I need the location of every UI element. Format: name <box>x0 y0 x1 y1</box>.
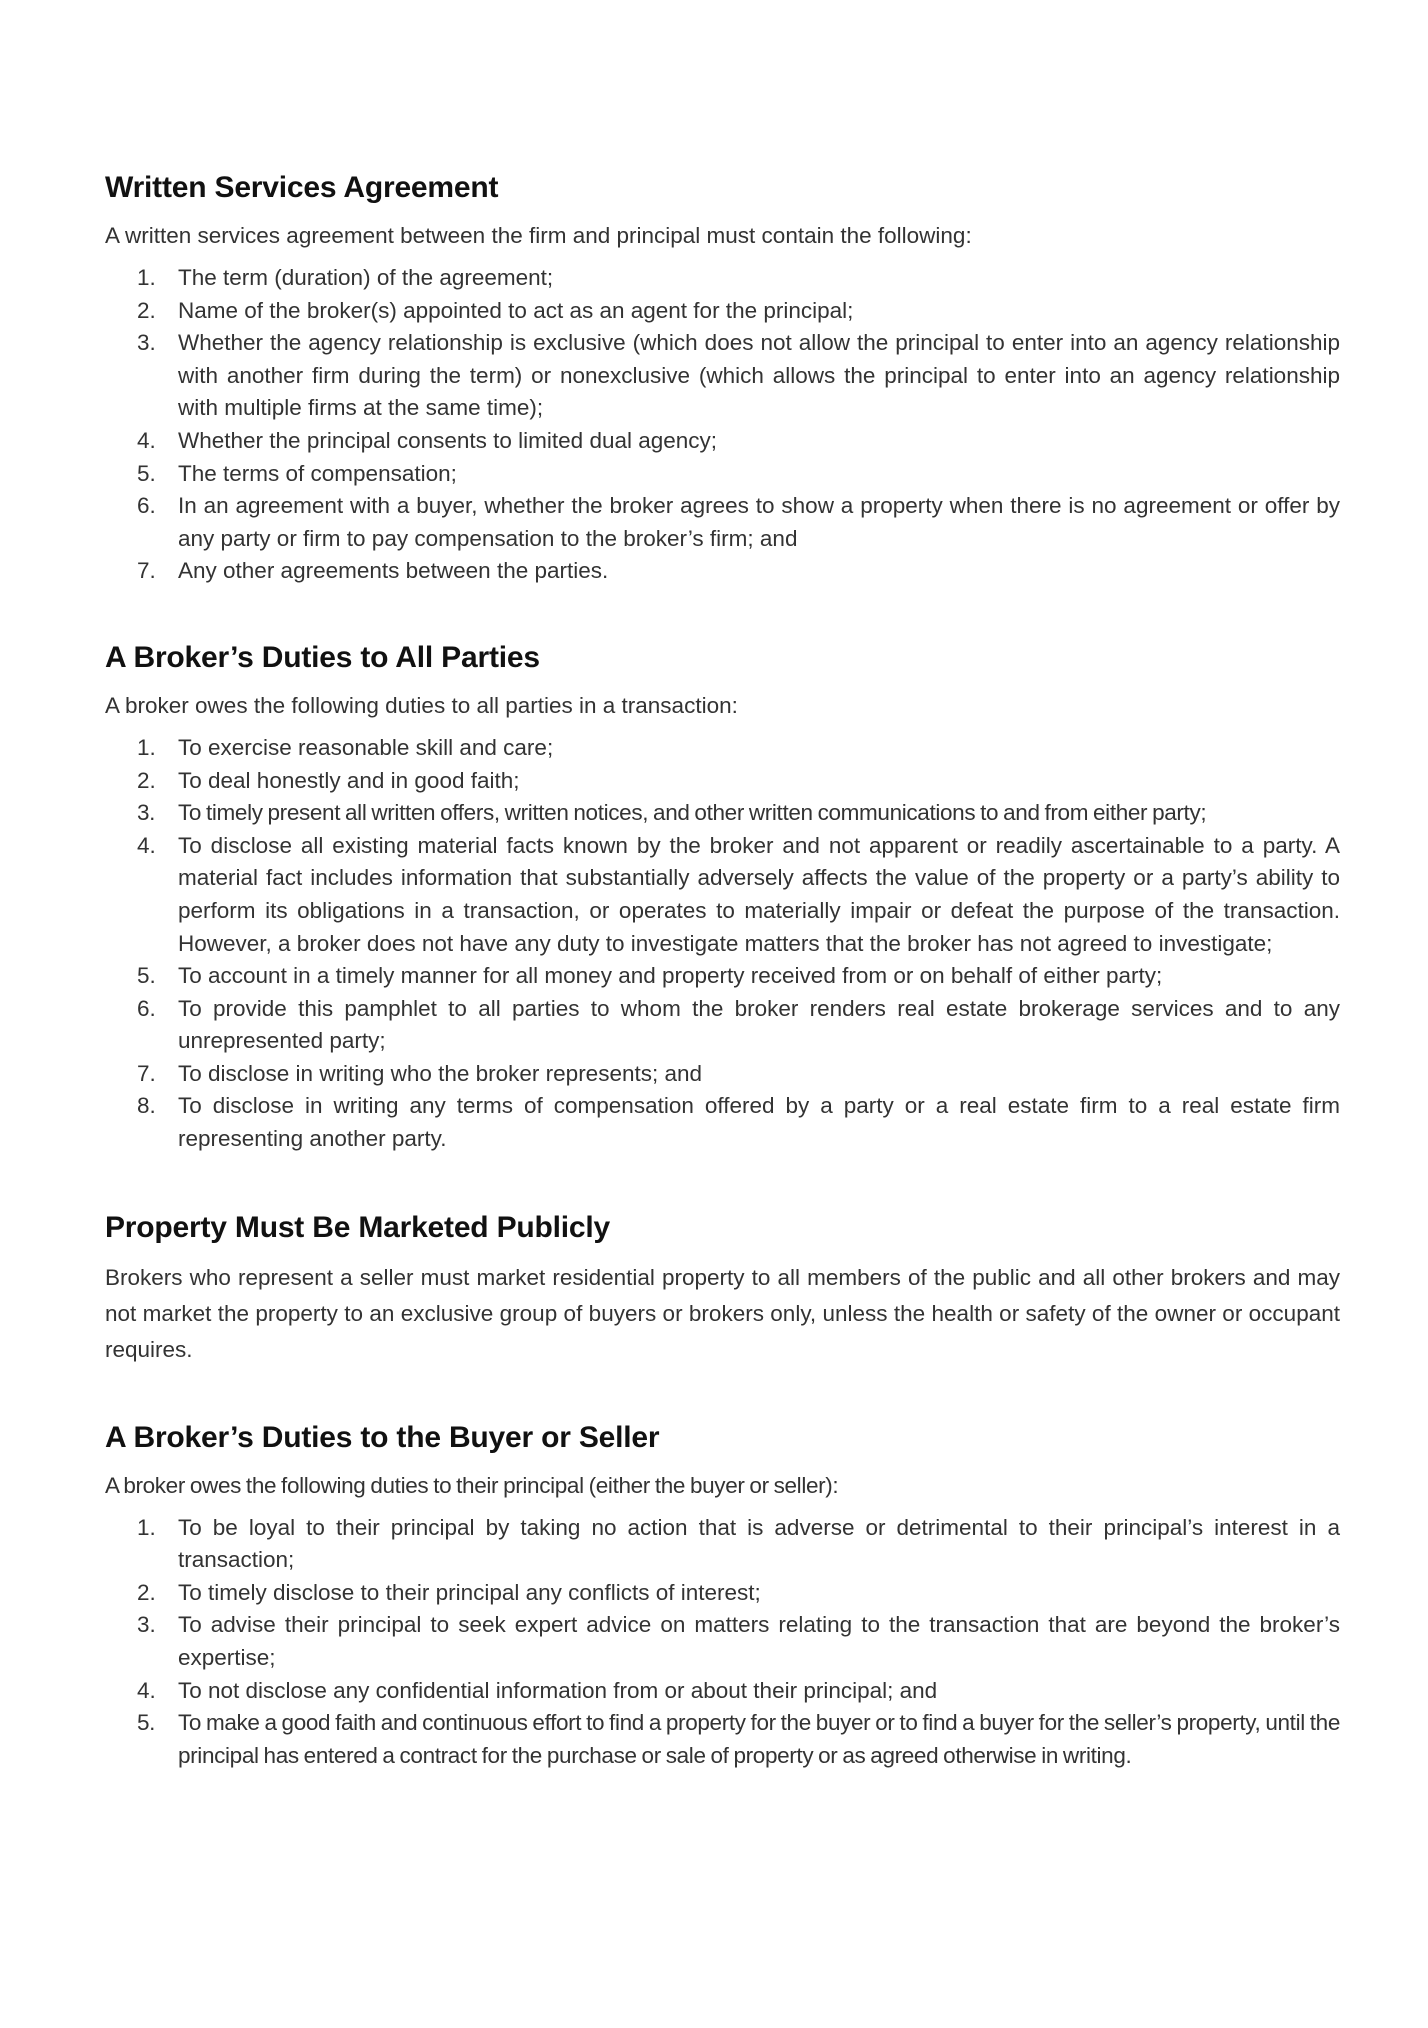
list-item <box>105 490 1340 555</box>
list-item <box>105 1577 1340 1610</box>
list-number: 6. <box>137 493 156 519</box>
list-number: 8. <box>137 1093 156 1119</box>
duties-to-all-parties-list <box>105 732 1340 1156</box>
list-item-text: The terms of compensation; <box>178 460 457 486</box>
section-heading: A Broker’s Duties to All Parties <box>105 640 540 674</box>
list-item-text: To make a good faith and continuous effort to find a property for the buyer or to find a buyer for the seller’s property, until the principal has entered a contract for the purchase or sale of property or as agreed otherwise in writing. <box>178 1710 1340 1768</box>
section-duties-to-buyer-or-seller <box>105 1420 1340 1773</box>
list-number: 3. <box>137 1612 156 1638</box>
section-written-services-agreement <box>105 170 1340 588</box>
list-item-text: Name of the broker(s) appointed to act as an agent for the principal; <box>178 297 854 323</box>
list-number: 5. <box>137 1710 156 1736</box>
section-intro: A broker owes the following duties to their principal (either the buyer or seller): <box>105 1472 839 1498</box>
list-item <box>105 765 1340 798</box>
list-number: 4. <box>137 1677 156 1703</box>
section-intro: A broker owes the following duties to all parties in a transaction: <box>105 692 738 718</box>
duties-to-principal-list <box>105 1512 1340 1773</box>
list-item <box>105 1675 1340 1708</box>
list-item <box>105 262 1340 295</box>
list-number: 2. <box>137 297 156 323</box>
agreement-requirements-list <box>105 262 1340 588</box>
list-item-text: In an agreement with a buyer, whether the broker agrees to show a property when there is no agreement or offer by any party or firm to pay compensation to the broker’s firm; and <box>178 493 1340 551</box>
list-number: 5. <box>137 460 156 486</box>
list-number: 3. <box>137 800 156 826</box>
list-number: 7. <box>137 1060 156 1086</box>
list-item-text: To provide this pamphlet to all parties to whom the broker renders real estate brokerage services and to any unrepresented party; <box>178 995 1340 1054</box>
list-item <box>105 797 1340 830</box>
list-item <box>105 1058 1340 1091</box>
list-number: 7. <box>137 558 156 584</box>
list-number: 2. <box>137 1579 156 1605</box>
document-page <box>105 170 1340 1830</box>
list-number: 4. <box>137 832 156 858</box>
list-item <box>105 1090 1340 1155</box>
list-number: 1. <box>137 734 156 760</box>
list-number: 5. <box>137 963 156 989</box>
list-item-text: Whether the agency relationship is exclusive (which does not allow the principal to enter into an agency relationship with another firm during the term) or nonexclusive (which allows the principal to enter into an agency relationship with multiple firms at the same time); <box>178 330 1340 421</box>
list-item <box>105 295 1340 328</box>
list-item-text: To be loyal to their principal by taking no action that is adverse or detrimental to their principal’s interest in a transaction; <box>178 1514 1340 1573</box>
section-paragraph: Brokers who represent a seller must market residential property to all members of the public and all other brokers and may not market the property to an exclusive group of buyers or brokers only, unless the health or safety of the owner or occupant requires. <box>105 1264 1340 1362</box>
list-number: 6. <box>137 995 156 1021</box>
list-item <box>105 732 1340 765</box>
list-item-text: To advise their principal to seek expert advice on matters relating to the transaction that are beyond the broker’s expertise; <box>178 1612 1340 1671</box>
list-item-text: The term (duration) of the agreement; <box>178 265 554 290</box>
section-duties-to-all-parties <box>105 640 1340 1156</box>
section-heading: A Broker’s Duties to the Buyer or Seller <box>105 1420 660 1454</box>
list-item-text: Whether the principal consents to limited dual agency; <box>178 427 718 453</box>
list-number: 1. <box>137 265 156 290</box>
list-item <box>105 993 1340 1058</box>
list-item <box>105 425 1340 458</box>
list-number: 1. <box>137 1514 156 1540</box>
list-item-text: To timely disclose to their principal any conflicts of interest; <box>178 1579 761 1605</box>
list-item-text: To deal honestly and in good faith; <box>178 767 520 793</box>
list-number: 4. <box>137 427 156 453</box>
list-item-text: To disclose in writing who the broker represents; and <box>178 1060 703 1086</box>
list-item <box>105 1707 1340 1772</box>
list-item-text: To timely present all written offers, written notices, and other written communications to and from either party; <box>178 800 1207 826</box>
list-item-text: To not disclose any confidential information from or about their principal; and <box>178 1677 938 1703</box>
section-heading: Property Must Be Marketed Publicly <box>105 1210 611 1244</box>
list-item <box>105 1609 1340 1674</box>
list-item <box>105 960 1340 993</box>
list-item <box>105 830 1340 960</box>
list-item-text: Any other agreements between the parties. <box>178 558 609 584</box>
list-number: 2. <box>137 767 156 793</box>
section-heading: Written Services Agreement <box>105 171 499 204</box>
list-item-text: To disclose in writing any terms of compensation offered by a party or a real estate firm to a real estate firm representing another party. <box>178 1093 1340 1152</box>
section-intro: A written services agreement between the firm and principal must contain the following: <box>105 223 972 248</box>
list-item-text: To account in a timely manner for all money and property received from or on behalf of either party; <box>178 963 1163 989</box>
list-item <box>105 555 1340 588</box>
section-property-marketed-publicly <box>105 1210 1340 1368</box>
list-item <box>105 1512 1340 1577</box>
list-item-text: To disclose all existing material facts known by the broker and not apparent or readily ascertainable to a party. A material fact includes information that substantially adversely affects the value of the property or a party’s ability to perform its obligations in a transaction, or operates to materially impair or defeat the purpose of the transaction. However, a broker does not have any duty to investigate matters that the broker has not agreed to investigate; <box>178 832 1340 956</box>
list-item <box>105 458 1340 491</box>
list-item-text: To exercise reasonable skill and care; <box>178 734 554 760</box>
list-item <box>105 327 1340 425</box>
list-number: 3. <box>137 330 156 356</box>
